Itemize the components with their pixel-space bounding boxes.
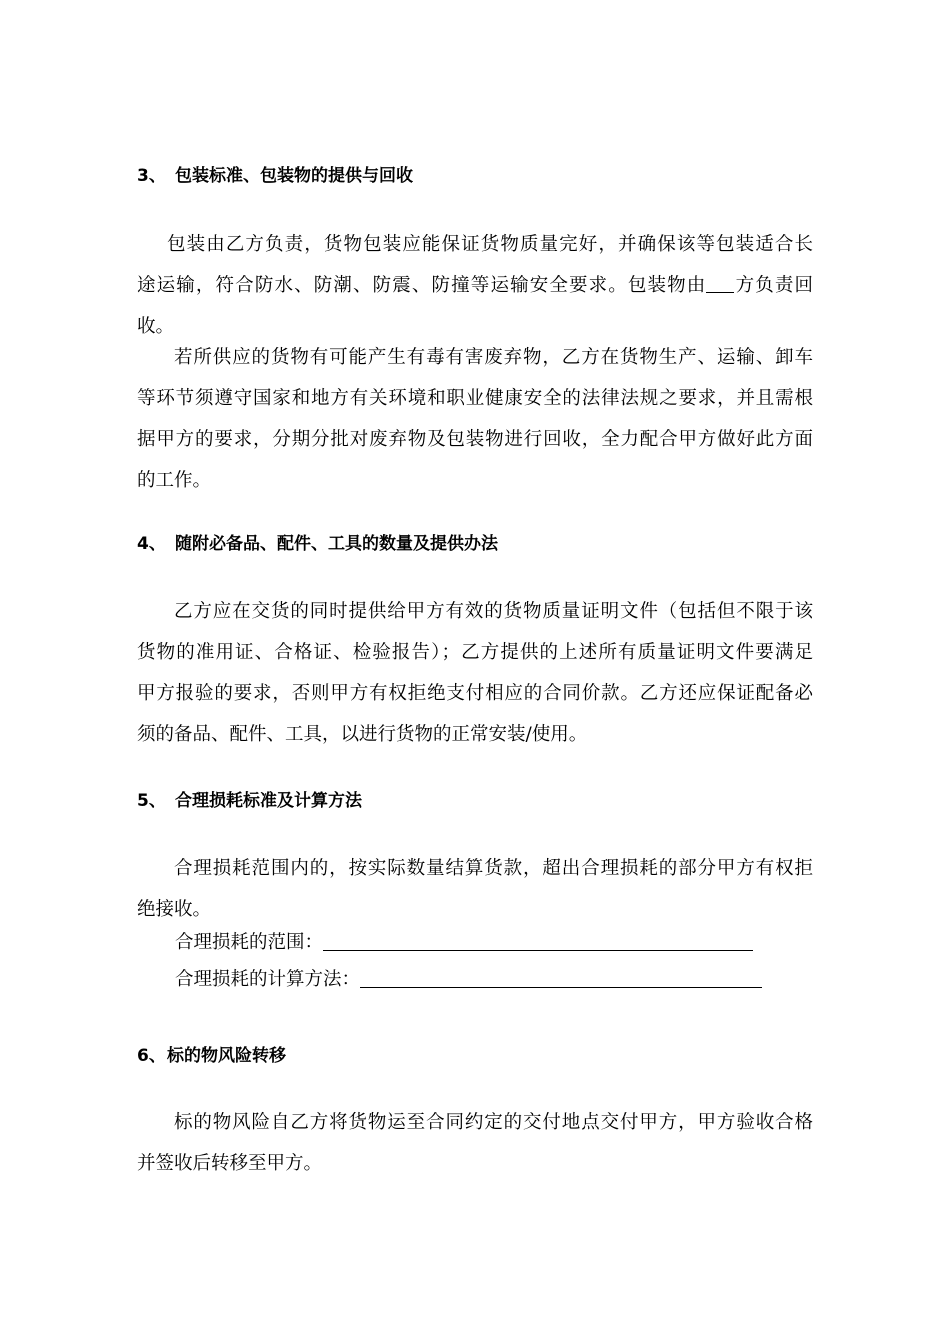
paragraph-line: 乙方应在交货的同时提供给甲方有效的货物质量证明文件（包括但不限于该 — [174, 601, 813, 622]
paragraph-line: 收。 — [137, 316, 175, 337]
section-title: 合理损耗标准及计算方法 — [175, 791, 362, 811]
section-title: 随附必备品、配件、工具的数量及提供办法 — [175, 534, 498, 554]
paragraph-line: 合理损耗范围内的，按实际数量结算货款，超出合理损耗的部分甲方有权拒 — [174, 858, 813, 879]
section-5-heading — [137, 786, 362, 811]
paragraph-line: 据甲方的要求，分期分批对废弃物及包装物进行回收，全力配合甲方做好此方面 — [137, 429, 813, 450]
paragraph-line: 的工作。 — [137, 470, 212, 491]
section-3-heading — [137, 161, 413, 186]
field-label: 合理损耗的范围： — [175, 932, 324, 953]
field-label: 合理损耗的计算方法： — [175, 969, 361, 990]
section-number: 4、 — [137, 534, 166, 554]
paragraph-line: 货物的准用证、合格证、检验报告）；乙方提供的上述所有质量证明文件要满足 — [137, 642, 813, 663]
section-title: 包装标准、包装物的提供与回收 — [175, 166, 413, 186]
paragraph-text: 方负责回 — [734, 275, 813, 296]
section-5-paragraph-1 — [137, 848, 813, 930]
section-number: 3、 — [137, 166, 166, 186]
paragraph-line: 并签收后转移至甲方。 — [137, 1153, 323, 1174]
section-number: 5、 — [137, 791, 166, 811]
paragraph-line: 绝接收。 — [137, 899, 212, 920]
paragraph-line: 若所供应的货物有可能产生有毒有害废弃物，乙方在货物生产、运输、卸车 — [174, 347, 813, 368]
paragraph-text: 途运输，符合防水、防潮、防震、防撞等运输安全要求。包装物由 — [137, 275, 707, 296]
section-6-heading — [137, 1041, 286, 1066]
loss-calculation-field — [175, 959, 762, 1000]
paragraph-line — [137, 265, 813, 306]
section-4-heading — [137, 529, 498, 554]
section-number: 6、 — [137, 1046, 166, 1066]
loss-range-field — [175, 922, 753, 963]
paragraph-line: 等环节须遵守国家和地方有关环境和职业健康安全的法律法规之要求，并且需根 — [137, 388, 813, 409]
section-3-paragraph-1 — [137, 224, 813, 347]
paragraph-line: 甲方报验的要求，否则甲方有权拒绝支付相应的合同价款。乙方还应保证配备必 — [137, 683, 813, 704]
paragraph-line: 包装由乙方负责，货物包装应能保证货物质量完好，并确保该等包装适合长 — [167, 234, 813, 255]
loss-calculation-blank[interactable] — [360, 969, 762, 988]
section-title: 标的物风险转移 — [167, 1046, 286, 1066]
section-4-paragraph-1 — [137, 591, 813, 755]
section-3-paragraph-2 — [137, 337, 813, 501]
paragraph-line: 标的物风险自乙方将货物运至合同约定的交付地点交付甲方，甲方验收合格 — [174, 1112, 813, 1133]
loss-range-blank[interactable] — [323, 932, 753, 951]
fill-in-blank — [706, 274, 734, 293]
paragraph-line: 须的备品、配件、工具，以进行货物的正常安装/使用。 — [137, 724, 588, 745]
section-6-paragraph-1 — [137, 1102, 813, 1184]
